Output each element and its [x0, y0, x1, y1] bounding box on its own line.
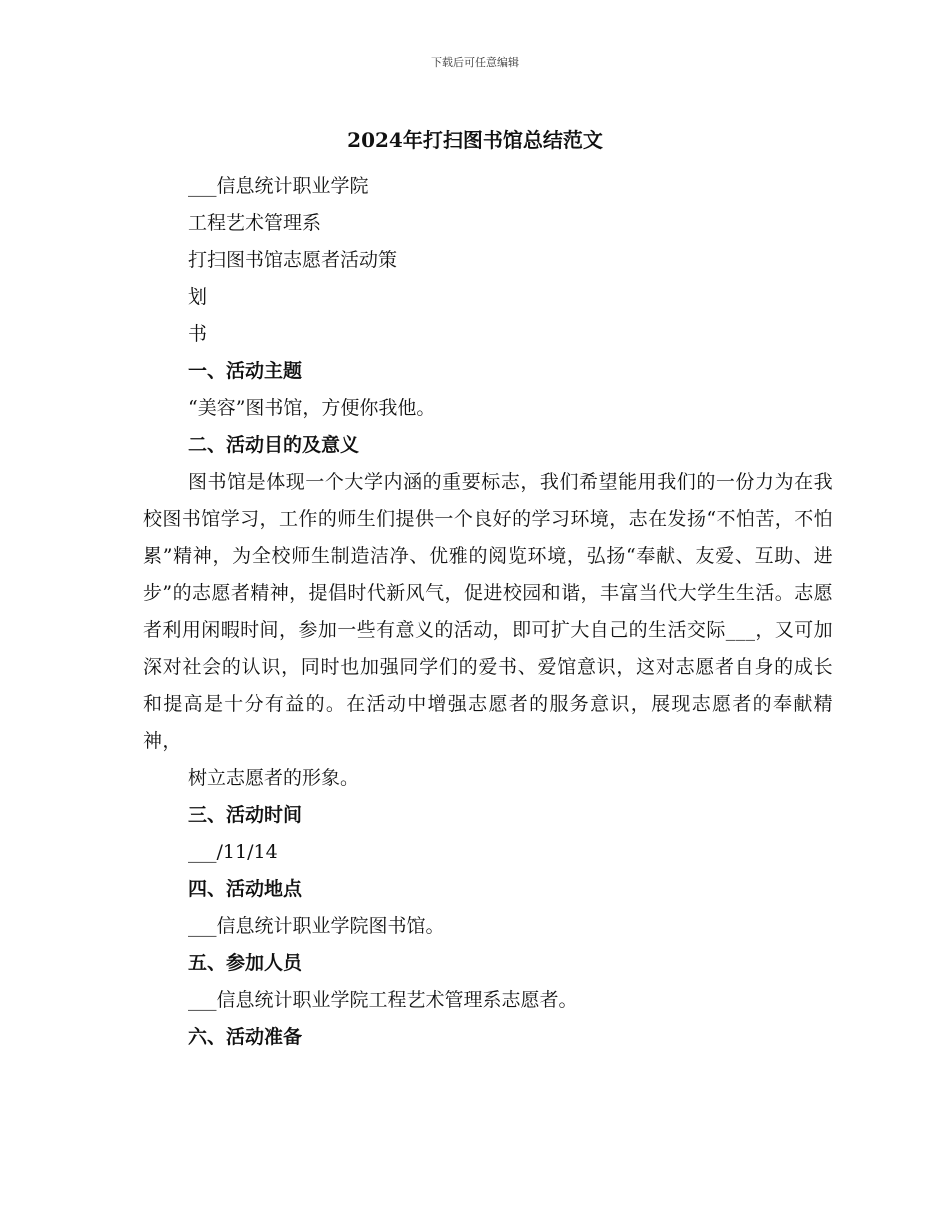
intro-line: 划	[188, 286, 208, 308]
section-heading: 四、活动地点	[188, 878, 303, 900]
section-paragraph: 图书馆是体现一个大学内涵的重要标志，我们希望能用我们的一份力为在我校图书馆学习，工作的师生们提供一个良好的学习环境，志在发扬“不怕苦，不怕累”精神，为全校师生制造洁净、优雅的阅览环境，弘扬“奉献、友爱、互助、进步”的志愿者精神，提倡时代新风气，促进校园和谐，丰富当代大学生生活。志愿者利用闲暇时间，参加一些有意义的活动，即可扩大自己的生活交际___，又可加深对社会的认识，同时也加强同学们的爱书、爱馆意识，这对志愿者自身的成长和提高是十分有益的。在活动中增强志愿者的服务意识，展现志愿者的奉献精神，	[143, 471, 833, 752]
section-heading: 一、活动主题	[188, 360, 303, 382]
intro-line: 打扫图书馆志愿者活动策	[188, 249, 398, 271]
section-heading: 五、参加人员	[188, 952, 303, 974]
section-text: ___信息统计职业学院图书馆。	[188, 915, 445, 937]
document-title: 2024年打扫图书馆总结范文	[347, 128, 603, 152]
section-heading: 三、活动时间	[188, 804, 303, 826]
page-header-note: 下载后可任意编辑	[431, 56, 519, 69]
section-text: “美容”图书馆，方便你我他。	[188, 397, 436, 419]
document-body	[143, 168, 833, 1056]
intro-line: 书	[188, 323, 208, 345]
intro-line: 工程艺术管理系	[188, 212, 322, 234]
section-heading: 六、活动准备	[188, 1026, 303, 1048]
section-text: ___/11/14	[188, 841, 278, 863]
section-text: 树立志愿者的形象。	[188, 767, 360, 789]
section-heading: 二、活动目的及意义	[188, 434, 360, 456]
intro-line: ___信息统计职业学院	[188, 175, 369, 197]
section-text: ___信息统计职业学院工程艺术管理系志愿者。	[188, 989, 578, 1011]
